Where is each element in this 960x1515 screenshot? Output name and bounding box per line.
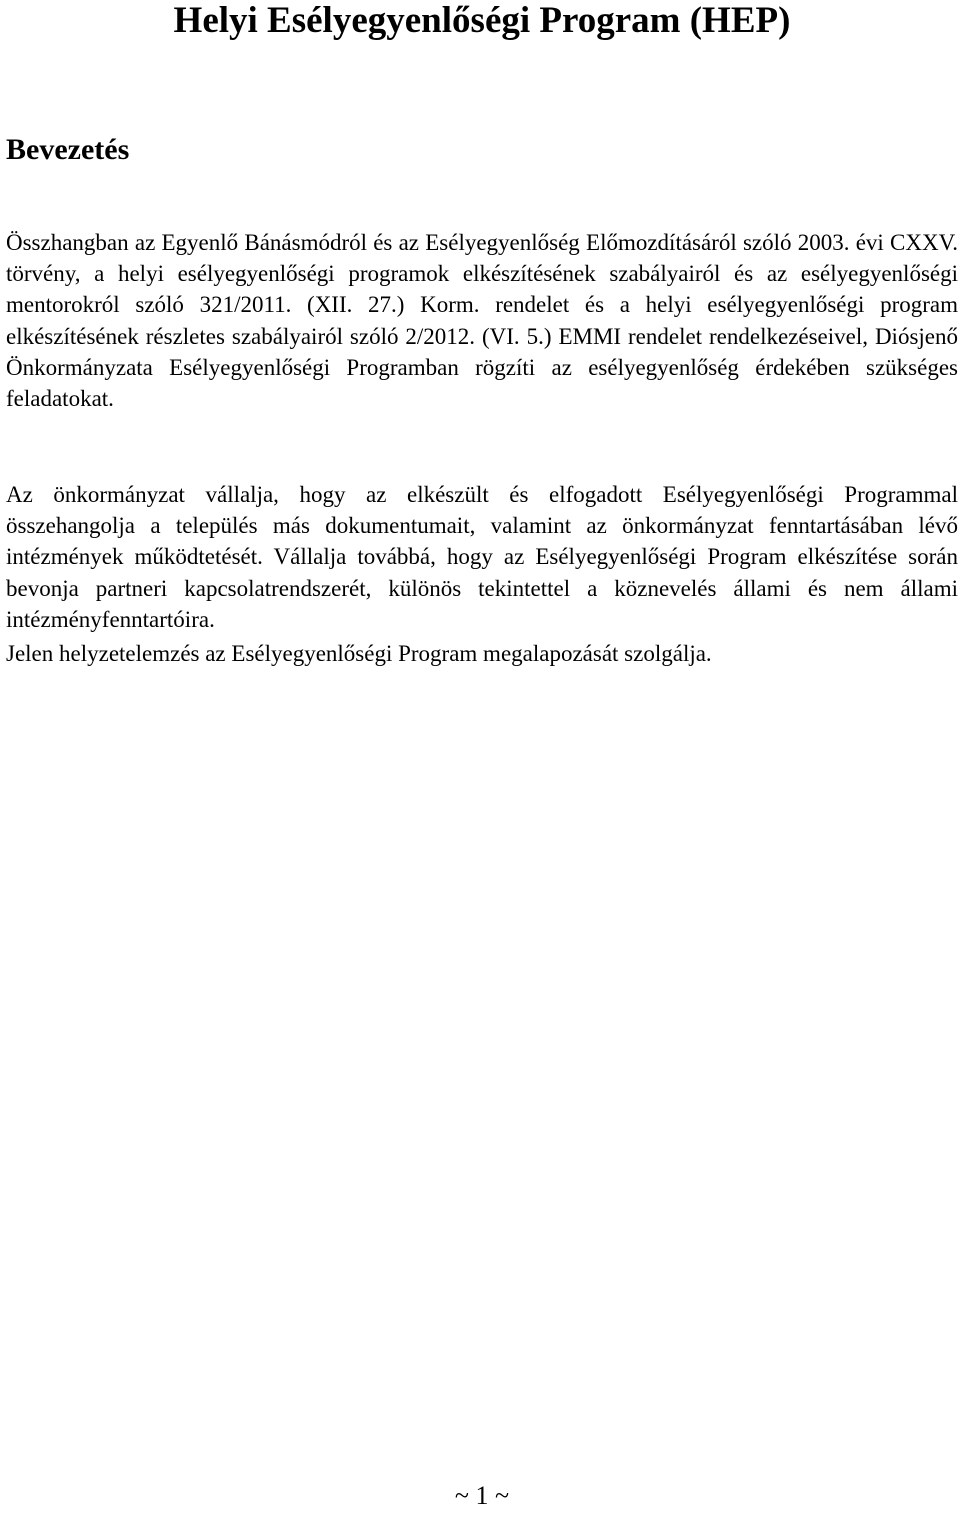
paragraph-intro: Összhangban az Egyenlő Bánásmódról és az Esélyegyenlőség Előmozdításáról szóló 2003. évi CXXV. törvény, a helyi esélyegyenlőségi programok elkészítésének szabályairól és az esélyegyenlőségi mentorokról szóló 321/2011. (XII. 27.) Korm. rendelet és a helyi esélyegyenlőségi program elkészítésének részletes szabályairól szóló 2/2012. (VI. 5.) EMMI rendelet rendelkezéseivel, Diósjenő Önkormányzata Esélyegyenlőségi Programban rögzíti az esélyegyenlőség érdekében szükséges feladatokat.	[6, 230, 958, 412]
section-heading: Bevezetés	[6, 133, 130, 166]
document-title: Helyi Esélyegyenlőségi Program (HEP)	[173, 0, 791, 41]
page-number: ~ 1 ~	[454, 1481, 510, 1510]
paragraph-commitment: Az önkormányzat vállalja, hogy az elkészült és elfogadott Esélyegyenlőségi Programmal összehangolja a település más dokumentumait, valamint az önkormányzat fenntartásában lévő intézmények működtetését. Vállalja továbbá, hogy az Esélyegyenlőségi Program elkészítése során bevonja partneri kapcsolatrendszerét, különös tekintettel a köznevelés állami és nem állami intézményfenntartóira.	[6, 482, 958, 632]
document-page	[6, 0, 958, 1515]
paragraph-purpose: Jelen helyzetelemzés az Esélyegyenlőségi Program megalapozását szolgálja.	[6, 641, 712, 666]
